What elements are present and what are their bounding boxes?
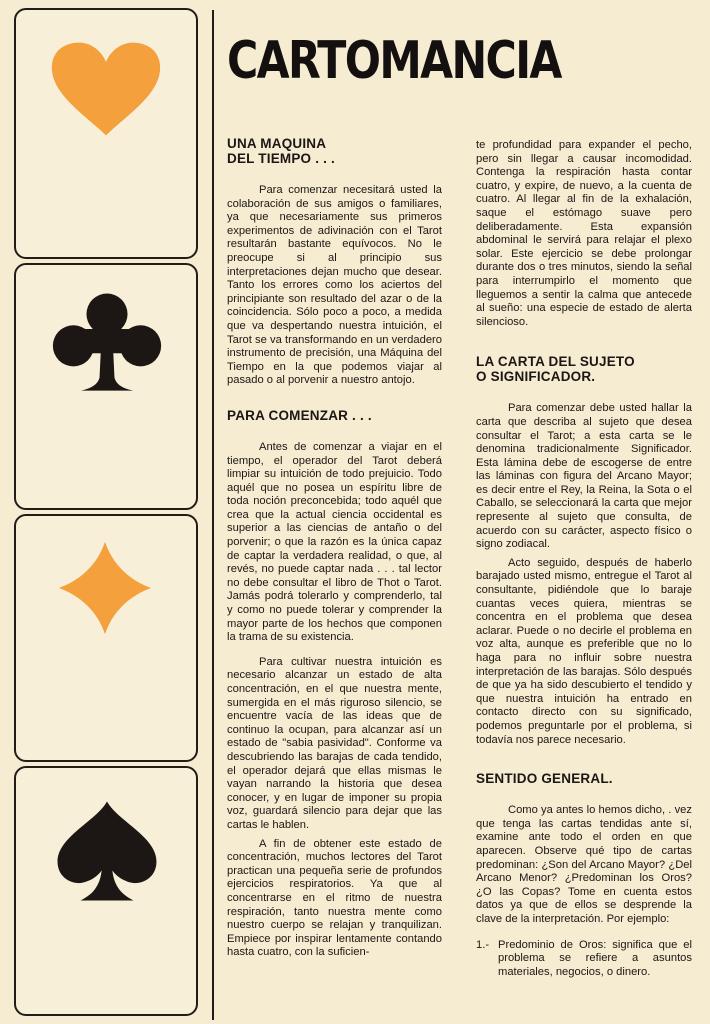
- paragraph: Acto seguido, después de haberlo barajado usted mismo, entregue el Tarot al consultante, pidiéndole que lo baraje cuantas veces quiera, mientras se concentra en el problema que desea aclarar. Puede o no decirle el problema en voz alta, aunque es preferible que no lo haga para no influir sobre nuestra interpretación de las barajas. Sólo después de que ya ha sido descubierto el tendido y que nuestra intuición ha entrado en contacto directo con su significado, podemos preguntarle por el problema, si todavía nos parece necesario.: [476, 556, 692, 746]
- paragraph: Para comenzar necesitará usted la colaboración de sus amigos o familiares, ya que necesariamente sus primeros experimentos de adivinación con el Tarot resultarán bastante equívocos. No le preocupe si al principio sus interpretaciones dejan mucho que desear. Tanto los errores como los aciertos del principiante son resultado del azar o de la coincidencia. Sólo poco a poco, a medida que va despertando nuestra intuición, el Tarot se va transformando en un verdadero instrumento de precisión, una Máquina del Tiempo en la que podemos viajar al pasado o al porvenir a nuestro antojo.: [227, 184, 442, 387]
- club-card: [14, 263, 198, 510]
- spade-icon: [54, 798, 160, 904]
- heart-card: [14, 8, 198, 259]
- club-icon: [51, 291, 163, 395]
- diamond-card: [14, 514, 198, 762]
- example-list: [476, 939, 692, 980]
- list-text: Predominio de Oros: significa que el problema se refiere a asuntos materiales, negocios, o dinero.: [498, 938, 692, 978]
- paragraph: Como ya antes lo hemos dicho, . vez que tenga las cartas tendidas ante sí, examine ante todo el orden en que aparecen. Observe qué tipo de cartas predominan: ¿Son del Arcano Mayor? ¿Del Arcano Menor? ¿Predominan los Oros? ¿O las Copas? Tome en cuenta estos datos ya que de ellos se desprende la clave de la interpretación. Por ejemplo:: [476, 804, 692, 925]
- diamond-icon: [57, 540, 153, 636]
- list-number: 1.-: [476, 938, 490, 951]
- paragraph: Para comenzar debe usted hallar la carta que describa al sujeto que desea consultar el Tarot; a esta carta se le denomina tradicionalmente Significador. Esta lámina debe de escogerse de entre las láminas con figura del Arcano Mayor; es decir entre el Rey, la Reina, la Sota o el Caballo, se seleccionará la carta que mejor represente al sujeto que consulta, de acuerdo con su carácter, aspecto físico o signo zodiacal.: [476, 402, 692, 551]
- list-item: [476, 939, 692, 980]
- column-2: [476, 139, 692, 979]
- heading-carta-del-sujeto: LA CARTA DEL SUJETO O SIGNIFICADOR.: [476, 354, 635, 385]
- heading-sentido-general: SENTIDO GENERAL.: [476, 771, 613, 787]
- paragraph: Para cultivar nuestra intuición es necesario alcanzar un estado de alta concentración, en el que nuestra mente, sumergida en el más riguroso silencio, se encuentre vacía de las ideas que de continuo la ocupan, para alcanzar así un estado de "sabia pasividad". Conforme va descubriendo las barajas de cada tendido, el operador dejará que ellas mismas le vayan narrando la historia que desea conocer, y en lugar de imponer su propia voz, guardará silencio para dejar que las cartas le hablen.: [227, 655, 442, 831]
- spade-card: [14, 766, 198, 1016]
- page-title: CARTOMANCIA: [227, 31, 561, 91]
- paragraph: Antes de comenzar a viajar en el tiempo, el operador del Tarot deberá limpiar su intuición de todo prejuicio. Todo aquél que no posea un espíritu libre de toda noción preconcebida; todo aquél que crea que la actual ciencia occidental es superior a las ciencias de antaño o del porvenir; o que la razón es la única capaz de captar la verdadera realidad, o que, al revés, no puede captar nada . . . tal lector no debe consultar el libro de Thot o Tarot. Jamás podrá tolerarlo y comprenderlo, tal y como no puede tolerar y comprender la mayor parte de los hechos que componen la trama de su existencia.: [227, 440, 442, 644]
- column-1: [227, 136, 442, 960]
- paragraph: A fin de obtener este estado de concentración, muchos lectores del Tarot practican una pequeña serie de profundos ejercicios respiratorios. Ya que al concentrarse en el ritmo de nuestra respiración, tanto nuestra mente como nuestro cuerpo se relajan y tranquilizan. Empiece por inspirar lentamente contando hasta cuatro, con la suficien-: [227, 837, 442, 959]
- column-rule: [212, 10, 214, 1020]
- heart-icon: [48, 40, 164, 138]
- paragraph: te profundidad para expander el pecho, pero sin llegar a causar incomodidad. Contenga la respiración hasta contar cuatro, y expire, de nuevo, a la cuenta de cuatro. Al llegar al fin de la exhalación, saque el estómago suave pero deliberadamente. Esta expansión abdominal le servirá para relajar el plexo solar. Este ejercicio se debe prolongar durante dos o tres minutos, siendo la señal para interrumpirlo el momento que lleguemos a sentir la calma que antecede al sueño: una especie de estado de alerta silencioso.: [476, 139, 692, 328]
- heading-maquina-del-tiempo: UNA MAQUINA DEL TIEMPO . . .: [227, 136, 335, 166]
- heading-para-comenzar: PARA COMENZAR . . .: [227, 407, 372, 423]
